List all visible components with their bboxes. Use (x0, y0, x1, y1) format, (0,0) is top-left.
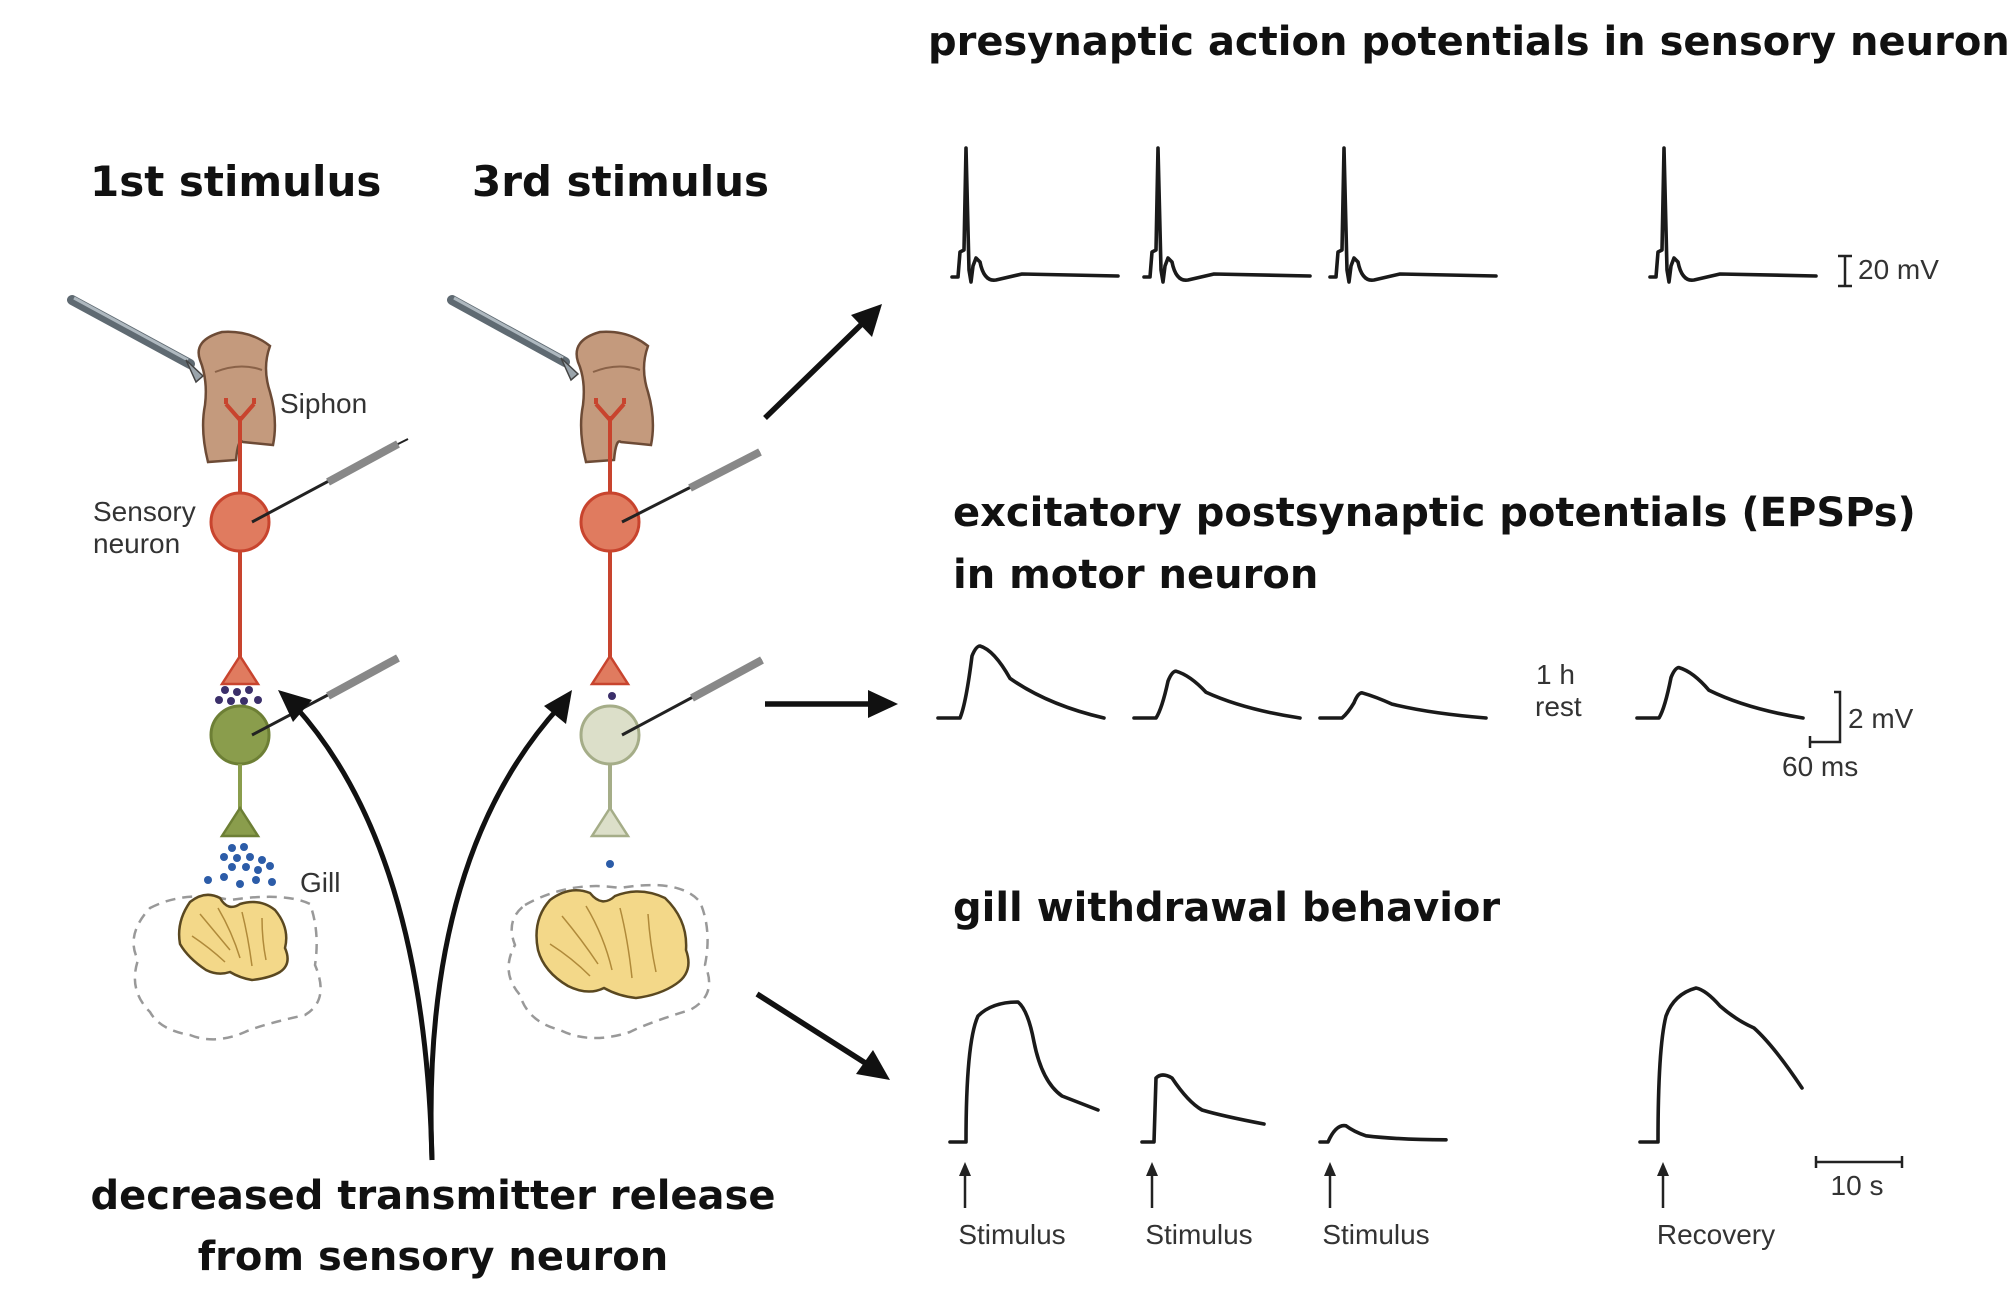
epsp-heading-line2: in motor neuron (953, 552, 1319, 598)
siphon-3rd (577, 332, 653, 462)
motor-recording-electrode (252, 658, 398, 735)
sensory-label-line2: neuron (93, 528, 181, 559)
stimulus-arrow-head (959, 1162, 971, 1176)
stimulus-arrow-head (1146, 1162, 1158, 1176)
ap-trace-3 (1330, 148, 1496, 282)
epsp-trace-3 (1320, 693, 1486, 718)
gill-trace-4 (1640, 988, 1802, 1142)
gill-trace-1 (950, 1002, 1098, 1142)
epsp-trace-4 (1637, 668, 1803, 718)
motor-terminal (222, 808, 258, 836)
stimulus-label: Stimulus (1322, 1219, 1430, 1250)
arrow-to-epsp (765, 690, 898, 718)
sensory-neuron-soma-3rd (581, 493, 639, 551)
stimulus-markers (958, 1162, 1775, 1250)
rest-label-line2: rest (1535, 691, 1582, 722)
arrow-to-ap (765, 304, 882, 418)
stimulus-label: Stimulus (1145, 1219, 1253, 1250)
ap-trace-4 (1650, 148, 1816, 282)
gill-trace-2 (1142, 1075, 1264, 1142)
epsp-heading-line1: excitatory postsynaptic potentials (EPSPs) (953, 490, 1916, 536)
epsp-trace-1 (938, 646, 1104, 718)
presynaptic-heading: presynaptic action potentials in sensory neuron (928, 19, 2010, 65)
arrow-to-gill (757, 994, 890, 1080)
stimulus-label: Stimulus (958, 1219, 1066, 1250)
ap-trace-2 (1144, 148, 1310, 282)
gill-label: Gill (300, 867, 341, 898)
gill-trace-3 (1320, 1126, 1446, 1142)
circuit-first-stimulus (72, 298, 408, 1039)
gill-behavior-heading: gill withdrawal behavior (953, 885, 1501, 931)
sensory-recording-electrode (252, 439, 408, 522)
sensory-terminal (222, 656, 258, 684)
epsp-scale-t-label: 60 ms (1782, 751, 1859, 782)
ap-trace-1 (952, 148, 1118, 282)
gill-scale-bar (1816, 1156, 1902, 1201)
stimulating-needle (72, 298, 203, 382)
transmitter-arrows (278, 690, 572, 1160)
stimulus-label: Recovery (1656, 1219, 1776, 1250)
sensory-recording-electrode-3rd (622, 452, 760, 522)
epsp-scale-v-label: 2 mV (1848, 703, 1914, 734)
action-potential-traces (952, 148, 1816, 282)
third-stimulus-heading: 3rd stimulus (472, 157, 770, 206)
caption-line1: decreased transmitter release (90, 1173, 776, 1219)
motor-vesicles (204, 843, 276, 888)
caption-line2: from sensory neuron (197, 1234, 669, 1280)
sensory-label-line1: Sensory (93, 496, 196, 527)
stimulus-arrow-head (1324, 1162, 1336, 1176)
gill-3rd (537, 890, 689, 998)
motor-recording-electrode-3rd (622, 660, 762, 735)
epsp-scale-bar (1782, 692, 1914, 782)
ap-scale-bar (1838, 254, 1939, 286)
sensory-vesicles (215, 686, 262, 705)
rest-label-line1: 1 h (1536, 659, 1575, 690)
stimulus-arrow-head (1657, 1162, 1669, 1176)
motor-neuron-soma-3rd (581, 706, 639, 764)
ap-scale-label: 20 mV (1858, 254, 1939, 285)
motor-neuron-soma (211, 706, 269, 764)
epsp-traces (938, 646, 1803, 718)
sensory-neuron-soma (211, 493, 269, 551)
stimulating-needle-3rd (452, 298, 578, 380)
first-stimulus-heading: 1st stimulus (90, 157, 382, 206)
gill-scale-label: 10 s (1830, 1170, 1884, 1201)
siphon-label: Siphon (280, 388, 368, 419)
circuit-third-stimulus (452, 298, 762, 1038)
epsp-trace-2 (1134, 671, 1300, 718)
gill-withdrawal-traces (950, 988, 1802, 1142)
siphon (199, 332, 275, 462)
